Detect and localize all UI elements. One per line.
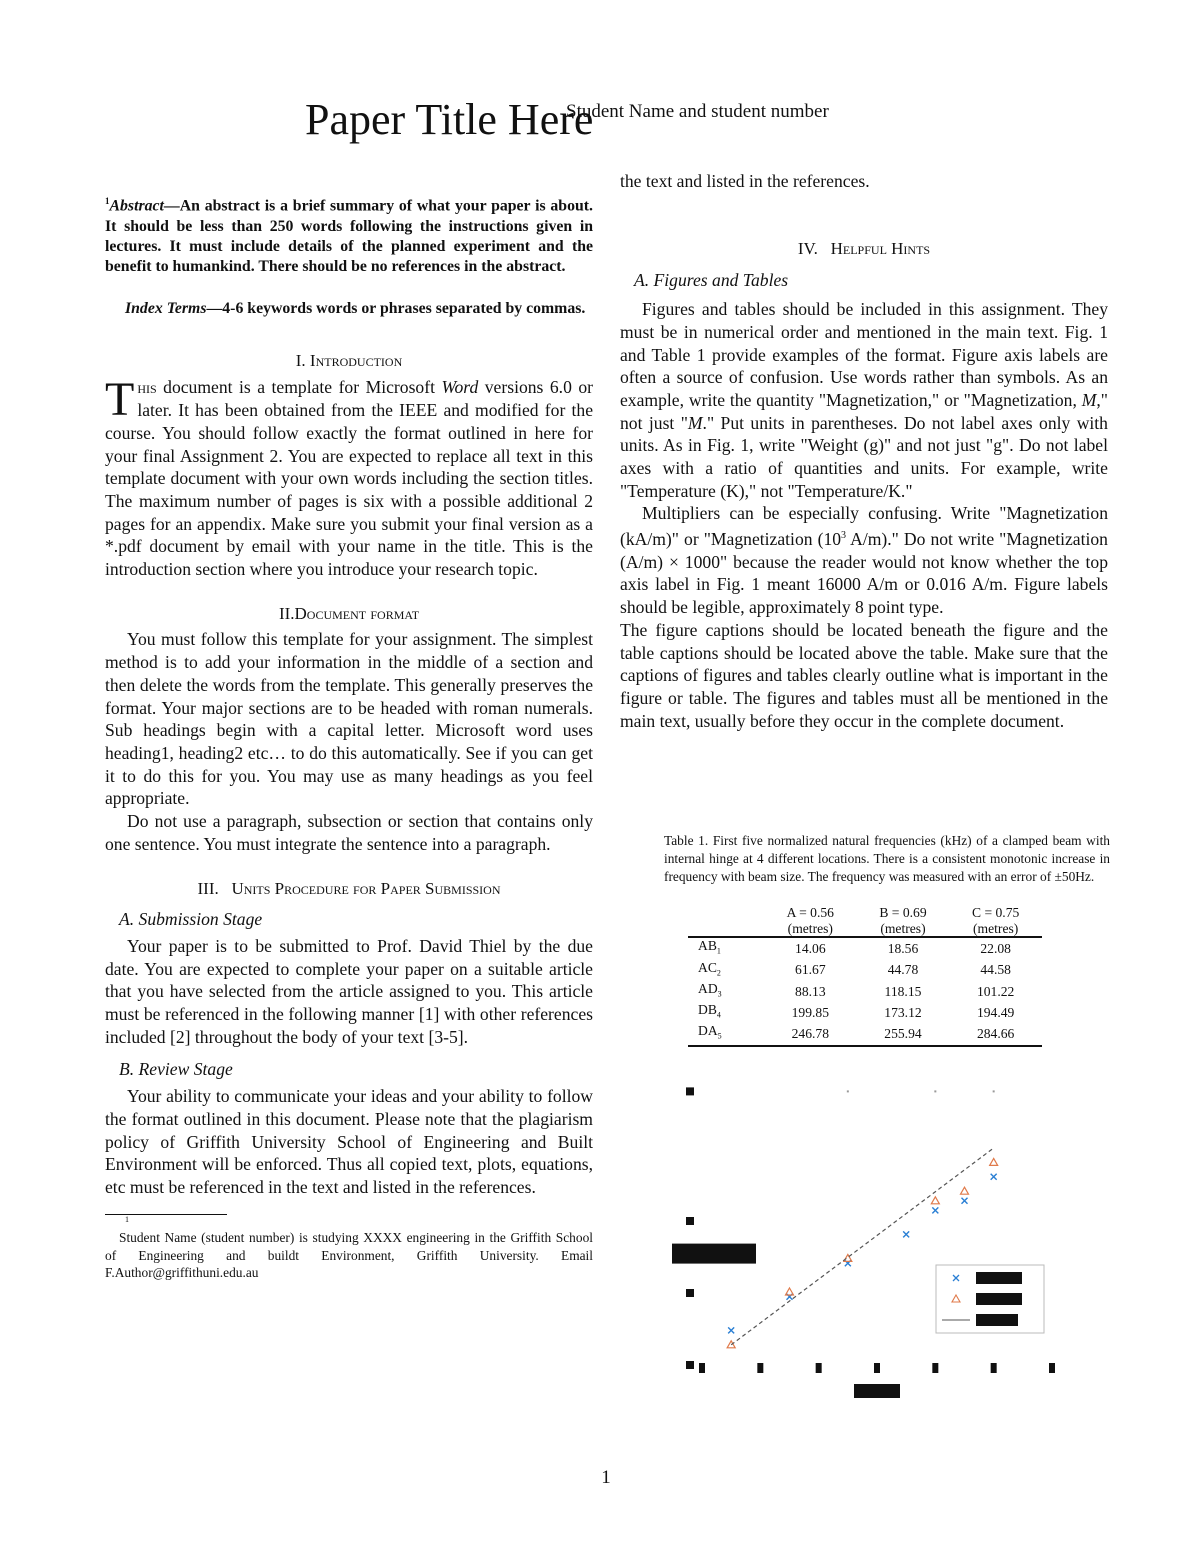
table-row: $AC_2$ 61.67 44.78 44.58 (698, 959, 1011, 978)
paper-title: Paper Title Here (305, 95, 594, 144)
footnote-text: Student Name (student number) is studying XXXX engineering in the Griffith School of Engineering and buildt Environment, Griffith University. Email F.Author@griffithuni.edu.au (105, 1230, 593, 1281)
x-tick (1049, 1363, 1055, 1373)
index-terms (105, 299, 593, 319)
section-heading-units: III. Units Procedure for Paper Submission (197, 878, 501, 898)
y-tick (686, 1289, 694, 1297)
top-tick (934, 1090, 936, 1092)
review-paragraph-continued: the text and listed in the references. (620, 171, 870, 191)
y-tick (686, 1361, 694, 1369)
x-tick (874, 1363, 880, 1373)
subsection-heading-review: B. Review Stage (119, 1059, 233, 1080)
author-line: Student Name and student number (566, 101, 829, 122)
legend-label-block (976, 1272, 1022, 1284)
legend-label-block (976, 1314, 1018, 1326)
review-paragraph: Your ability to communicate your ideas and your ability to follow the format outlined in this document. Please note that the plagiarism policy of Griffith University School of Engineering and Built Environment will be enforced. Thus all copied text, plots, equations, etc must be referenced in the text and listed in the references. (105, 1086, 593, 1197)
abstract-footnote-mark: 1 (105, 196, 110, 206)
page-number: 1 (601, 1467, 611, 1488)
top-tick (847, 1090, 849, 1092)
table-col-header: B = 0.69 (879, 905, 927, 920)
table-row: $DB_4$ 199.85 173.12 194.49 (698, 1002, 1015, 1020)
index-terms-text: —4-6 keywords words or phrases separated by commas. (206, 300, 586, 318)
top-tick (993, 1090, 995, 1092)
right-column (620, 170, 1108, 732)
abstract (105, 191, 593, 277)
index-terms-label: Index Terms (125, 300, 207, 318)
x-tick (757, 1363, 763, 1373)
table-unit: (metres) (764, 921, 857, 938)
format-paragraph-2: Do not use a paragraph, subsection or section that contains only one sentence. You must integrate the sentence into a paragraph. (105, 811, 593, 854)
abstract-label: Abstract (109, 197, 164, 215)
left-column (105, 170, 593, 1282)
x-tick (991, 1363, 997, 1373)
x-tick (932, 1363, 938, 1373)
x-tick (816, 1363, 822, 1373)
y-tick (686, 1217, 694, 1225)
subsection-heading-figures: A. Figures and Tables (634, 270, 789, 291)
y-axis-label-block (672, 1244, 756, 1264)
table-unit: (metres) (857, 921, 950, 938)
chart-background (668, 1060, 1070, 1400)
section-heading-format: II.Document format (278, 603, 420, 623)
table-col-header: A = 0.56 (786, 905, 834, 920)
hints-paragraph-3: The figure captions should be located beneath the figure and the table captions should be located above the table. Make sure that the captions of figures and tables clearly outline what is important in the figure or table. The figures and tables must all be mentioned in the main text, usually before they occur in the complete document. (620, 619, 1108, 731)
section-heading-intro: I. Introduction (295, 350, 403, 370)
footnote-mark: 1 (125, 1215, 129, 1225)
legend-label-block (976, 1293, 1022, 1305)
submission-paragraph: Your paper is to be submitted to Prof. David Thiel by the due date. You are expected to complete your paper on a suitable article that you have selected from the article assigned to you. This article must be referenced in the following manner [1] with other references included [2] throughout the body of your text [3-5]. (105, 935, 593, 1047)
table-row: $AB_1$ 14.06 18.56 22.08 (698, 938, 1011, 957)
table-row: $AD_3$ 88.13 118.15 101.22 (698, 980, 1015, 999)
figure-1-chart (668, 1060, 1070, 1400)
format-paragraph-1: You must follow this template for your assignment. The simplest method is to add your information in the middle of a section and then delete the words from the template. This generally preserves the format. Your major sections are to be headed with roman numerals. Sub headings begin with a capital letter. Microsoft word uses heading1, heading2 etc… to do this automatically. See if you can get it to do this for you. You may use as many headings as you feel appropriate. (105, 629, 593, 809)
x-axis-label-block (854, 1384, 900, 1398)
table-caption: Table 1. First five normalized natural frequencies (kHz) of a clamped beam with internal hinge at 4 different locations. There is a consistent monotonic increase in frequency with beam size. The frequency was measured with an error of ±50Hz. (664, 833, 1110, 884)
subsection-heading-submission: A. Submission Stage (119, 909, 263, 930)
table-col-header: C = 0.75 (971, 905, 1020, 920)
frequency-table (688, 905, 1042, 1047)
table-unit: (metres) (949, 921, 1042, 938)
x-tick (699, 1363, 705, 1373)
footnote-area (105, 1214, 593, 1282)
abstract-text: —An abstract is a brief summary of what your paper is about. It should be less than 250 words following the instructions given in lectures. It must include details of the planned experiment and the benefit to humankind. There should be no references in the abstract. (105, 197, 593, 276)
hints-paragraph-1: Figures and tables should be included in this assignment. They must be in numerical order and mentioned in the main text. Fig. 1 and Table 1 provide examples of the format. Figure axis labels are often a source of confusion. Use words rather than symbols. As an example, write the quantity "Magnetization," or "Magnetization, M," not just "M." Put units in parentheses. Do not label axes only with units. As in Fig. 1, write "Weight (g)" and not just "g". Do not label axes with a ratio of quantities and units. For example, write "Temperature (K)," not "Temperature/K." (620, 299, 1108, 501)
table-row: $DA_5$ 246.78 255.94 284.66 (688, 1023, 1042, 1045)
dropcap-letter: T (105, 373, 135, 427)
intro-paragraph: This document is a template for Microsoft Word versions 6.0 or later. It has been obtained from the IEEE and modified for the course. You should follow exactly the format outlined in here for your final Assignment 2. You are expected to replace all text in this template document with your own words including the section titles. The maximum number of pages is six with a possible additional 2 pages for an appendix. Make sure you submit your final version as a *.pdf document by email with your name in the title. This is the introduction section where you introduce your research topic. (105, 373, 594, 580)
section-heading-hints: IV. Helpful Hints (797, 238, 931, 258)
hints-paragraph-2: Multipliers can be especially confusing. Write "Magnetization (kA/m)" or "Magnetization ($10^3$ A/m)." Do not write "Magnetization (A/m) × 1000" because the reader would not know whether the top axis label in Fig. 1 meant 16000 A/m or 0.016 A/m. Figure labels should be legible, approximately 8 point type. (620, 503, 1108, 618)
y-tick (686, 1087, 694, 1095)
